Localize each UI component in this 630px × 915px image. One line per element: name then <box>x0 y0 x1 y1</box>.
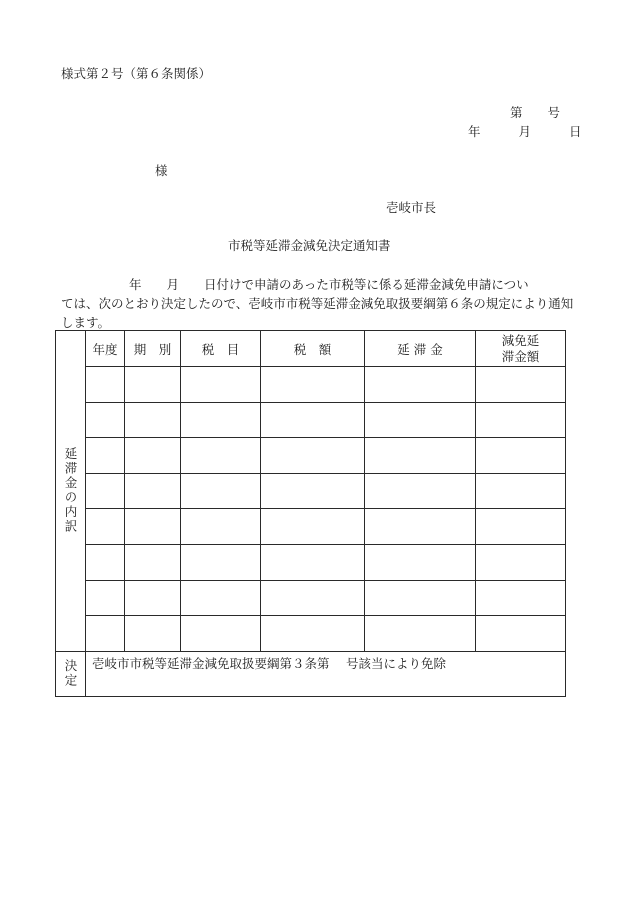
cell[interactable] <box>181 580 261 616</box>
decision-label-cell <box>56 651 86 696</box>
cell[interactable] <box>86 544 125 580</box>
table-row <box>56 367 566 403</box>
form-number-label: 様式第２号（第６条関係） <box>61 66 212 81</box>
cell[interactable] <box>125 616 181 652</box>
cell[interactable] <box>261 616 365 652</box>
cell[interactable] <box>365 616 476 652</box>
decision-label: 決定 <box>63 659 78 689</box>
body-line-1: 年 月 日付けで申請のあった市税等に係る延滞金減免申請につい <box>129 277 529 292</box>
date-day: 日 <box>569 124 582 139</box>
table-row <box>56 544 566 580</box>
cell[interactable] <box>365 509 476 545</box>
table-header-row <box>56 331 566 367</box>
cell[interactable] <box>476 616 566 652</box>
col-exempted-arrears-line1: 減免延 <box>501 332 540 348</box>
side-label: 延滞金の内訳 <box>63 447 78 535</box>
cell[interactable] <box>86 438 125 474</box>
cell[interactable] <box>86 402 125 438</box>
cell[interactable] <box>476 580 566 616</box>
document-title: 市税等延滞金減免決定通知書 <box>228 238 391 253</box>
cell[interactable] <box>476 438 566 474</box>
col-exempted-arrears <box>476 331 566 367</box>
col-fiscal-year: 年度 <box>86 331 125 367</box>
arrears-detail-table <box>55 330 566 697</box>
cell[interactable] <box>365 402 476 438</box>
cell[interactable] <box>86 367 125 403</box>
cell[interactable] <box>365 438 476 474</box>
cell[interactable] <box>261 544 365 580</box>
cell[interactable] <box>476 509 566 545</box>
body-paragraph <box>61 275 576 332</box>
table-row <box>56 438 566 474</box>
cell[interactable] <box>181 544 261 580</box>
cell[interactable] <box>181 367 261 403</box>
table-row <box>56 580 566 616</box>
cell[interactable] <box>476 473 566 509</box>
decision-row <box>56 651 566 696</box>
cell[interactable] <box>125 473 181 509</box>
side-label-cell <box>56 331 86 652</box>
body-line-rest: ては、次のとおり決定したので、壱岐市市税等延滞金減免取扱要綱第６条の規定により通知します。 <box>61 296 574 330</box>
table-row <box>56 509 566 545</box>
cell[interactable] <box>86 580 125 616</box>
cell[interactable] <box>181 473 261 509</box>
col-tax-item: 税 目 <box>181 331 261 367</box>
date-month: 月 <box>518 124 532 139</box>
document-number-field: 第 号 <box>510 105 561 120</box>
cell[interactable] <box>365 580 476 616</box>
cell[interactable] <box>125 580 181 616</box>
cell[interactable] <box>181 616 261 652</box>
cell[interactable] <box>261 509 365 545</box>
col-tax-amount: 税 額 <box>261 331 365 367</box>
cell[interactable] <box>261 367 365 403</box>
table-row <box>56 616 566 652</box>
cell[interactable] <box>125 544 181 580</box>
cell[interactable] <box>261 580 365 616</box>
cell[interactable] <box>365 367 476 403</box>
date-line <box>468 126 582 139</box>
cell[interactable] <box>125 438 181 474</box>
cell[interactable] <box>476 367 566 403</box>
cell[interactable] <box>476 402 566 438</box>
table-row <box>56 473 566 509</box>
table-row <box>56 402 566 438</box>
col-period: 期 別 <box>125 331 181 367</box>
cell[interactable] <box>86 616 125 652</box>
cell[interactable] <box>261 402 365 438</box>
col-exempted-arrears-line2: 滞金額 <box>501 348 540 364</box>
issuer-name: 壱岐市長 <box>386 200 437 215</box>
cell[interactable] <box>181 509 261 545</box>
cell[interactable] <box>261 473 365 509</box>
cell[interactable] <box>181 438 261 474</box>
decision-text: 壱岐市市税等延滞金減免取扱要綱第３条第 号該当により免除 <box>86 651 566 696</box>
addressee: 様 <box>155 163 168 178</box>
col-arrears: 延 滞 金 <box>365 331 476 367</box>
cell[interactable] <box>125 402 181 438</box>
cell[interactable] <box>476 544 566 580</box>
cell[interactable] <box>86 509 125 545</box>
cell[interactable] <box>365 473 476 509</box>
cell[interactable] <box>181 402 261 438</box>
cell[interactable] <box>261 438 365 474</box>
date-year: 年 <box>468 124 481 139</box>
cell[interactable] <box>86 473 125 509</box>
cell[interactable] <box>125 509 181 545</box>
cell[interactable] <box>125 367 181 403</box>
cell[interactable] <box>365 544 476 580</box>
